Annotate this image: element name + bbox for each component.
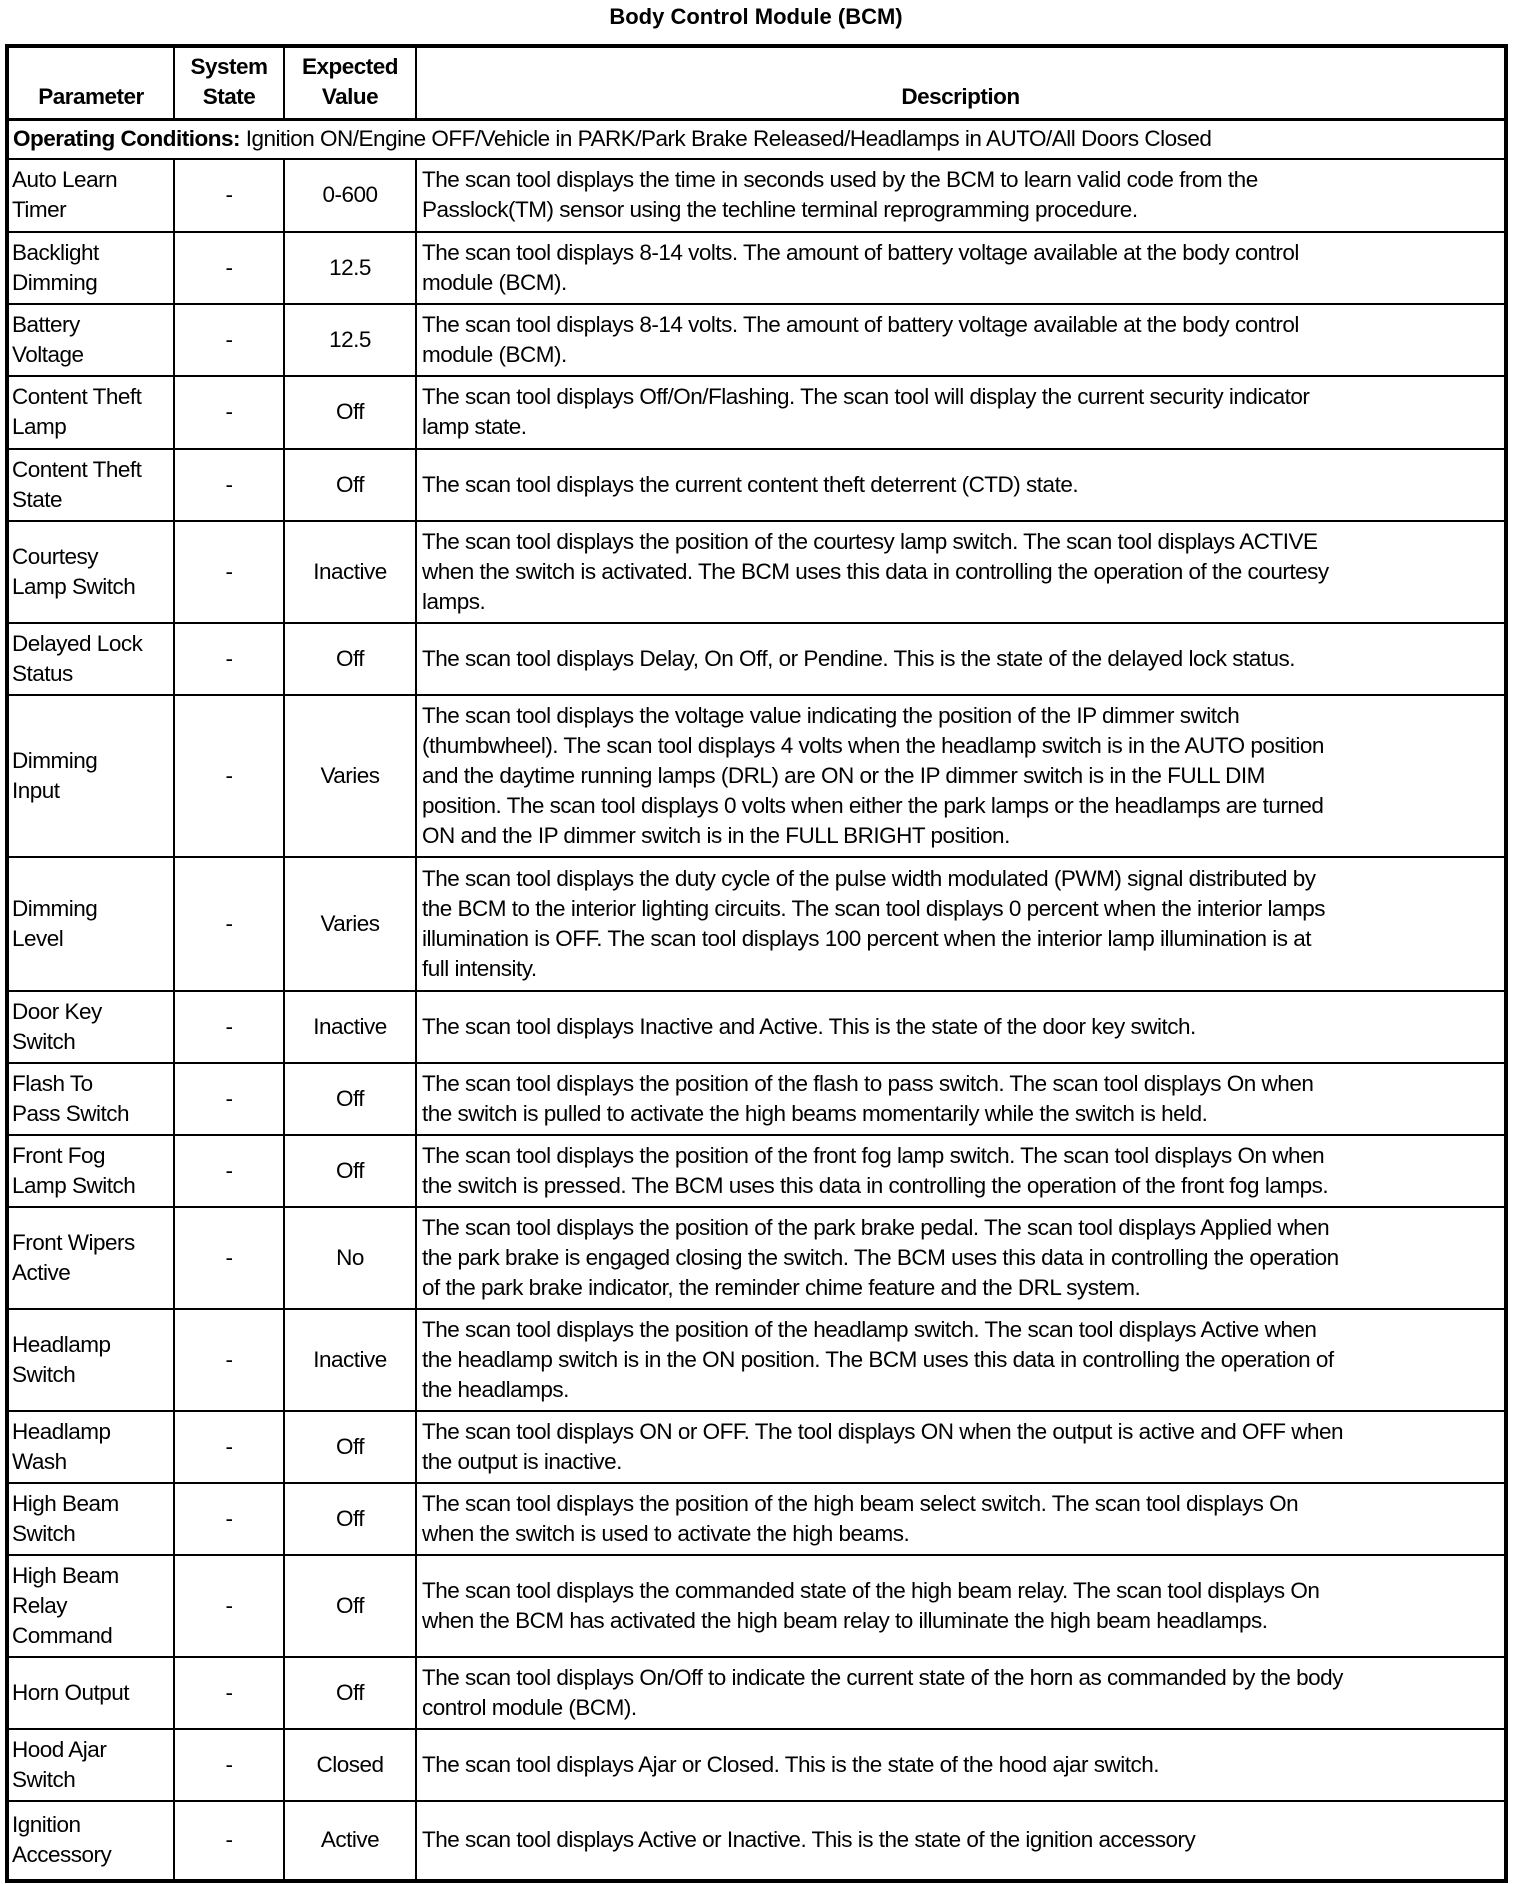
system-state-cell: - xyxy=(174,1657,284,1729)
parameter-cell-line: Delayed Lock xyxy=(12,630,143,656)
expected-value-cell: 0-600 xyxy=(284,159,416,232)
expected-value-cell: Varies xyxy=(284,695,416,857)
description-cell xyxy=(416,1411,1506,1483)
description-cell-line: The scan tool displays the commanded state of the high beam relay. The scan tool displays On xyxy=(422,1577,1320,1603)
table-row xyxy=(7,1657,1506,1729)
system-state-cell: - xyxy=(174,521,284,623)
table-row xyxy=(7,1483,1506,1555)
description-cell xyxy=(416,857,1506,991)
system-state-cell: - xyxy=(174,1801,284,1881)
parameter-cell-line: Dimming xyxy=(12,269,98,295)
description-cell-line: full intensity. xyxy=(422,955,537,981)
parameter-cell-line: Switch xyxy=(12,1520,76,1546)
description-cell xyxy=(416,991,1506,1063)
description-cell xyxy=(416,695,1506,857)
operating-conditions-row xyxy=(7,119,1506,159)
expected-value-cell: Off xyxy=(284,376,416,449)
description-cell-line: The scan tool displays ON or OFF. The tool displays ON when the output is active and OFF when xyxy=(422,1418,1344,1444)
expected-value-cell: Inactive xyxy=(284,991,416,1063)
expected-value-cell: Off xyxy=(284,1063,416,1135)
parameter-cell-line: Relay xyxy=(12,1592,68,1618)
parameter-cell xyxy=(7,623,174,695)
expected-value-cell: Off xyxy=(284,1483,416,1555)
description-cell-line: the park brake is engaged closing the switch. The BCM uses this data in controlling the operation xyxy=(422,1244,1339,1270)
table-row xyxy=(7,1729,1506,1801)
parameter-cell-line: Headlamp xyxy=(12,1331,111,1357)
header-expected-value: Expected Value xyxy=(284,46,416,119)
description-cell xyxy=(416,521,1506,623)
table-row xyxy=(7,1555,1506,1657)
bcm-data-table xyxy=(5,44,1508,1883)
parameter-cell-line: Wash xyxy=(12,1448,67,1474)
expected-value-cell: Off xyxy=(284,1411,416,1483)
description-cell-line: The scan tool displays the position of the flash to pass switch. The scan tool displays On when xyxy=(422,1070,1314,1096)
description-cell xyxy=(416,1063,1506,1135)
parameter-cell-line: Horn Output xyxy=(12,1679,130,1705)
description-cell-line: The scan tool displays the current content theft deterrent (CTD) state. xyxy=(422,471,1079,497)
description-cell xyxy=(416,159,1506,232)
parameter-cell-line: Active xyxy=(12,1259,71,1285)
parameter-cell-line: Auto Learn xyxy=(12,167,118,192)
description-cell-line: lamps. xyxy=(422,588,486,614)
table-row xyxy=(7,857,1506,991)
parameter-cell-line: Lamp Switch xyxy=(12,1172,136,1198)
description-cell-line: The scan tool displays the position of the headlamp switch. The scan tool displays Active when xyxy=(422,1316,1317,1342)
system-state-cell: - xyxy=(174,695,284,857)
description-cell-line: of the park brake indicator, the reminder chime feature and the DRL system. xyxy=(422,1274,1141,1300)
header-parameter: Parameter xyxy=(7,46,174,119)
parameter-cell-line: Hood Ajar xyxy=(12,1736,107,1762)
expected-value-cell: Off xyxy=(284,1555,416,1657)
expected-value-cell: 12.5 xyxy=(284,232,416,304)
system-state-cell: - xyxy=(174,1411,284,1483)
parameter-cell xyxy=(7,449,174,521)
expected-value-cell: No xyxy=(284,1207,416,1309)
parameter-cell-line: Input xyxy=(12,777,60,803)
expected-value-cell: Off xyxy=(284,449,416,521)
operating-conditions-label: Operating Conditions: xyxy=(13,126,240,151)
system-state-cell: - xyxy=(174,1135,284,1207)
parameter-cell xyxy=(7,1207,174,1309)
description-cell-line: The scan tool displays Ajar or Closed. This is the state of the hood ajar switch. xyxy=(422,1751,1159,1777)
parameter-cell-line: High Beam xyxy=(12,1562,119,1588)
parameter-cell-line: Front Fog xyxy=(12,1142,106,1168)
description-cell-line: The scan tool displays Off/On/Flashing. The scan tool will display the current security indicator xyxy=(422,384,1310,409)
description-cell-line: module (BCM). xyxy=(422,269,567,295)
parameter-cell-line: Door Key xyxy=(12,998,102,1024)
parameter-cell-line: Content Theft xyxy=(12,384,142,409)
table-row xyxy=(7,159,1506,232)
system-state-cell: - xyxy=(174,623,284,695)
description-cell-line: (thumbwheel). The scan tool displays 4 volts when the headlamp switch is in the AUTO position xyxy=(422,732,1324,758)
description-cell xyxy=(416,1657,1506,1729)
parameter-cell-line: Content Theft xyxy=(12,456,142,482)
table-row xyxy=(7,376,1506,449)
table-header-row xyxy=(7,46,1506,119)
table-row xyxy=(7,521,1506,623)
parameter-cell xyxy=(7,304,174,376)
description-cell-line: The scan tool displays 8-14 volts. The amount of battery voltage available at the body control xyxy=(422,239,1299,265)
system-state-cell: - xyxy=(174,232,284,304)
table-row xyxy=(7,623,1506,695)
parameter-cell-line: Lamp xyxy=(12,414,67,439)
table-row xyxy=(7,1207,1506,1309)
description-cell-line: when the switch is activated. The BCM uses this data in controlling the operation of the courtesy xyxy=(422,558,1329,584)
parameter-cell-line: Backlight xyxy=(12,239,99,265)
table-row xyxy=(7,1801,1506,1881)
parameter-cell-line: Courtesy xyxy=(12,543,99,569)
header-system-state: System State xyxy=(174,46,284,119)
parameter-cell-line: Accessory xyxy=(12,1842,112,1867)
parameter-cell xyxy=(7,1729,174,1801)
parameter-cell xyxy=(7,1063,174,1135)
description-cell-line: The scan tool displays the time in seconds used by the BCM to learn valid code from the xyxy=(422,167,1258,192)
table-row xyxy=(7,1063,1506,1135)
table-row xyxy=(7,1135,1506,1207)
parameter-cell-line: High Beam xyxy=(12,1490,119,1516)
system-state-cell: - xyxy=(174,449,284,521)
parameter-cell xyxy=(7,1309,174,1411)
parameter-cell xyxy=(7,1555,174,1657)
system-state-cell: - xyxy=(174,304,284,376)
description-cell xyxy=(416,1135,1506,1207)
parameter-cell xyxy=(7,376,174,449)
description-cell-line: The scan tool displays On/Off to indicate the current state of the horn as commanded by the body xyxy=(422,1664,1343,1690)
document-title: Body Control Module (BCM) xyxy=(609,4,903,29)
description-cell xyxy=(416,1483,1506,1555)
parameter-cell xyxy=(7,695,174,857)
table-row xyxy=(7,1411,1506,1483)
description-cell-line: The scan tool displays the position of the courtesy lamp switch. The scan tool displays ACTIVE xyxy=(422,528,1318,554)
description-cell-line: The scan tool displays 8-14 volts. The amount of battery voltage available at the body control xyxy=(422,311,1299,337)
parameter-cell xyxy=(7,1801,174,1881)
description-cell-line: The scan tool displays the position of the park brake pedal. The scan tool displays Applied when xyxy=(422,1214,1330,1240)
parameter-cell xyxy=(7,159,174,232)
description-cell-line: when the BCM has activated the high beam relay to illuminate the high beam headlamps. xyxy=(422,1607,1268,1633)
description-cell xyxy=(416,376,1506,449)
description-cell xyxy=(416,1729,1506,1801)
description-cell-line: illumination is OFF. The scan tool displays 100 percent when the interior lamp illumination is at xyxy=(422,925,1312,951)
parameter-cell-line: State xyxy=(12,486,63,512)
table-row xyxy=(7,304,1506,376)
description-cell xyxy=(416,1207,1506,1309)
table-row xyxy=(7,449,1506,521)
parameter-cell xyxy=(7,1657,174,1729)
description-cell-line: the switch is pressed. The BCM uses this data in controlling the operation of the front fog lamps. xyxy=(422,1172,1329,1198)
expected-value-cell: Off xyxy=(284,1657,416,1729)
description-cell-line: The scan tool displays the duty cycle of the pulse width modulated (PWM) signal distributed by xyxy=(422,865,1316,891)
parameter-cell-line: Headlamp xyxy=(12,1418,111,1444)
system-state-cell: - xyxy=(174,376,284,449)
parameter-cell-line: Dimming xyxy=(12,895,98,921)
parameter-cell-line: Switch xyxy=(12,1361,76,1387)
description-cell xyxy=(416,1309,1506,1411)
description-cell xyxy=(416,232,1506,304)
parameter-cell-line: Switch xyxy=(12,1028,76,1054)
description-cell xyxy=(416,623,1506,695)
system-state-cell: - xyxy=(174,1063,284,1135)
description-cell-line: Passlock(TM) sensor using the techline terminal reprogramming procedure. xyxy=(422,197,1138,222)
parameter-cell-line: Flash To xyxy=(12,1070,93,1096)
description-cell-line: control module (BCM). xyxy=(422,1694,637,1720)
table-row xyxy=(7,991,1506,1063)
parameter-cell-line: Timer xyxy=(12,197,67,222)
description-cell xyxy=(416,304,1506,376)
parameter-cell-line: Ignition xyxy=(12,1812,81,1837)
description-cell-line: the switch is pulled to activate the high beams momentarily while the switch is held. xyxy=(422,1100,1208,1126)
parameter-cell-line: Pass Switch xyxy=(12,1100,130,1126)
operating-conditions xyxy=(7,119,1506,159)
description-cell-line: The scan tool displays the position of the front fog lamp switch. The scan tool displays On when xyxy=(422,1142,1325,1168)
parameter-cell-line: Dimming xyxy=(12,747,98,773)
expected-value-cell: Active xyxy=(284,1801,416,1881)
parameter-cell xyxy=(7,232,174,304)
description-cell-line: the headlamps. xyxy=(422,1376,569,1402)
description-cell-line: lamp state. xyxy=(422,414,527,439)
description-cell-line: module (BCM). xyxy=(422,341,567,367)
parameter-cell-line: Voltage xyxy=(12,341,84,367)
system-state-cell: - xyxy=(174,159,284,232)
description-cell-line: ON and the IP dimmer switch is in the FULL BRIGHT position. xyxy=(422,822,1010,848)
parameter-cell-line: Command xyxy=(12,1622,113,1648)
system-state-cell: - xyxy=(174,857,284,991)
table-row xyxy=(7,695,1506,857)
expected-value-cell: 12.5 xyxy=(284,304,416,376)
parameter-cell xyxy=(7,1411,174,1483)
parameter-cell-line: Level xyxy=(12,925,64,951)
description-cell-line: The scan tool displays Active or Inactive. This is the state of the ignition accessory xyxy=(422,1827,1196,1852)
description-cell-line: and the daytime running lamps (DRL) are ON or the IP dimmer switch is in the FULL DIM xyxy=(422,762,1265,788)
system-state-cell: - xyxy=(174,1555,284,1657)
table-row xyxy=(7,232,1506,304)
system-state-cell: - xyxy=(174,1483,284,1555)
description-cell xyxy=(416,1801,1506,1881)
parameter-cell xyxy=(7,1483,174,1555)
system-state-cell: - xyxy=(174,991,284,1063)
parameter-cell-line: Lamp Switch xyxy=(12,573,136,599)
parameter-cell xyxy=(7,521,174,623)
expected-value-cell: Inactive xyxy=(284,1309,416,1411)
description-cell-line: The scan tool displays Inactive and Active. This is the state of the door key switch. xyxy=(422,1013,1196,1039)
description-cell-line: The scan tool displays Delay, On Off, or Pendine. This is the state of the delayed lock status. xyxy=(422,645,1295,671)
parameter-cell-line: Switch xyxy=(12,1766,76,1792)
description-cell-line: The scan tool displays the voltage value indicating the position of the IP dimmer switch xyxy=(422,702,1240,728)
operating-conditions-text: Ignition ON/Engine OFF/Vehicle in PARK/Park Brake Released/Headlamps in AUTO/All Doors Closed xyxy=(239,126,1212,151)
parameter-cell xyxy=(7,991,174,1063)
description-cell-line: the headlamp switch is in the ON position. The BCM uses this data in controlling the operation of xyxy=(422,1346,1334,1372)
description-cell-line: position. The scan tool displays 0 volts when either the park lamps or the headlamps are turned xyxy=(422,792,1324,818)
system-state-cell: - xyxy=(174,1207,284,1309)
expected-value-cell: Varies xyxy=(284,857,416,991)
system-state-cell: - xyxy=(174,1309,284,1411)
parameter-cell-line: Front Wipers xyxy=(12,1229,135,1255)
parameter-cell-line: Status xyxy=(12,660,73,686)
expected-value-cell: Off xyxy=(284,623,416,695)
expected-value-cell: Closed xyxy=(284,1729,416,1801)
description-cell-line: The scan tool displays the position of the high beam select switch. The scan tool displays On xyxy=(422,1490,1299,1516)
description-cell-line: when the switch is used to activate the high beams. xyxy=(422,1520,910,1546)
parameter-cell xyxy=(7,1135,174,1207)
description-cell xyxy=(416,1555,1506,1657)
description-cell-line: the output is inactive. xyxy=(422,1448,622,1474)
parameter-cell-line: Battery xyxy=(12,311,80,337)
expected-value-cell: Off xyxy=(284,1135,416,1207)
table-row xyxy=(7,1309,1506,1411)
description-cell-line: the BCM to the interior lighting circuits. The scan tool displays 0 percent when the interior lamps xyxy=(422,895,1326,921)
system-state-cell: - xyxy=(174,1729,284,1801)
description-cell xyxy=(416,449,1506,521)
expected-value-cell: Inactive xyxy=(284,521,416,623)
parameter-cell xyxy=(7,857,174,991)
header-description: Description xyxy=(416,46,1506,119)
